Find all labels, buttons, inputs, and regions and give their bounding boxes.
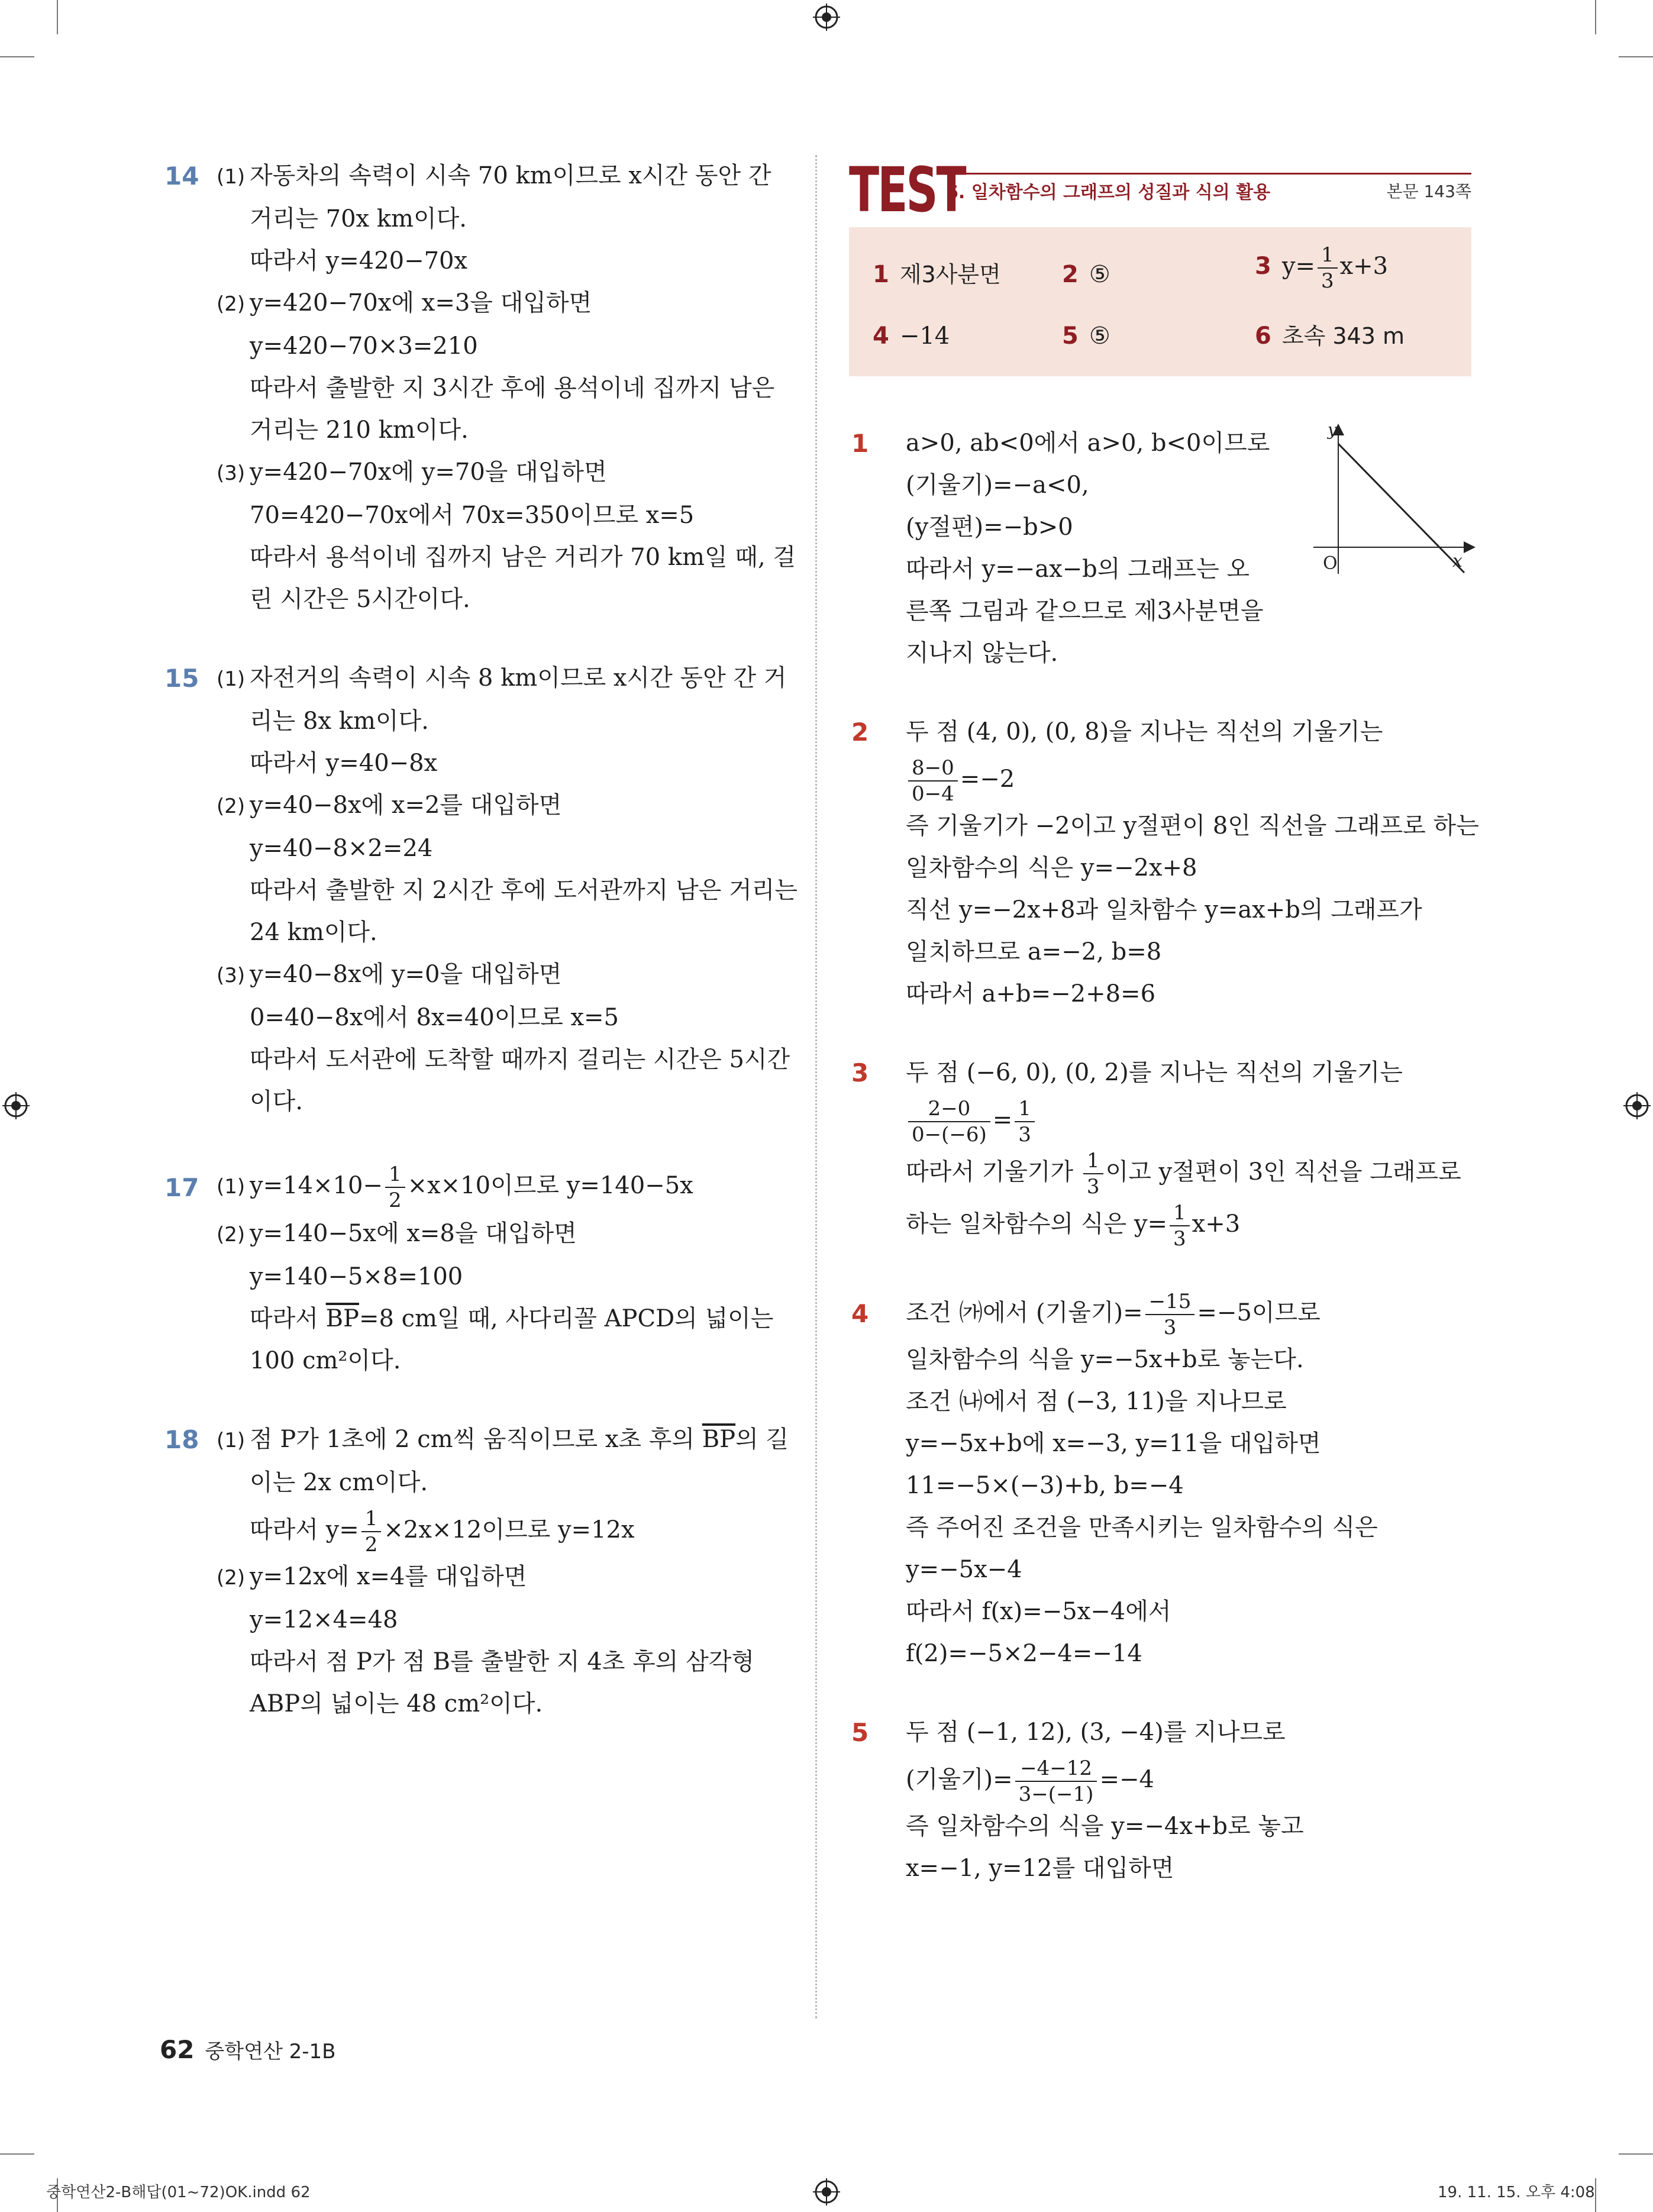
header-rule [944,173,1471,175]
crop-mark [1619,56,1653,57]
solution-1: 1 a>0, ab<0에서 a>0, b<0이므로 (기울기)=−a<0, (y절편)=−b>0 따라서 y=−ax−b의 그래프는 오 른쪽 그림과 같으므로 제3사분면을 지나지 않는다. [849,422,1471,674]
origin-label: O [1323,553,1338,574]
print-slug-file: 중학연산2-B해답(01~72)OK.indd 62 [46,2184,311,2201]
coordinate-graph [1302,414,1479,580]
answer-summary-box [849,227,1471,376]
solution-3: 3 두 점 (−6, 0), (0, 2)를 지나는 직선의 기울기는 $\frac{2-0}{0-(-6)}$ = $\frac{1}{3}$ 따라서 기울기가 $\frac{1}{3}$ 이고 y절편이 3인 직선을 그래프로 하는 일차함수의 식은 y= $\frac{1}{3}$ x+3 [849,1052,1471,1250]
fraction: $\frac{1}{3}$ [1318,245,1338,291]
x-axis-label: x [1452,551,1462,571]
fraction: $\frac{1}{3}$ [1083,1151,1103,1197]
fraction: $\frac{-4-12}{3-(-1)}$ [1015,1758,1097,1804]
test-header [849,155,1471,232]
page-reference: 본문 143쪽 [1386,182,1471,201]
answer-5: 5 ⑤ [1062,322,1110,350]
answer-4: 4 −14 [873,322,950,350]
crop-mark [1619,2153,1653,2155]
solution-17: 17 (1) y=14×10− $\frac{1}{2}$ ×x×10이므로 y=140−5x (2) y=140−5x에 x=8을 대입하면 y=140−5×8=100 따라서 $\overline{BP}=8$ cm일 때, 사다리꼴 APCD의 넓이는 100 cm²이다. [164,1162,774,1374]
fraction: $\frac{8-0}{0-4}$ [908,758,958,804]
fraction: $\frac{1}{2}$ [361,1509,382,1555]
problem-number: 17 [164,1173,199,1202]
registration-mark-icon [813,2178,840,2205]
test-title: 6. 일차함수의 그래프의 성질과 식의 활용 [946,182,1271,203]
problem-number: 5 [851,1718,869,1747]
test-logo: TEST [849,154,965,226]
registration-mark-icon [1623,1092,1651,1119]
fraction: $\frac{2-0}{0-(-6)}$ [908,1099,990,1145]
graph-line [1338,444,1464,573]
problem-number: 14 [164,162,199,190]
answer-2: 2 ⑤ [1062,261,1110,288]
problem-number: 3 [851,1058,869,1087]
print-slug-date: 19. 11. 15. 오후 4:08 [1438,2184,1595,2201]
fraction: $\frac{1}{3}$ [1170,1203,1190,1249]
crop-mark [0,56,34,57]
fraction: $\frac{-15}{3}$ [1145,1291,1195,1338]
solution-5: 5 두 점 (−1, 12), (3, −4)를 지나므로 (기울기)= $\frac{-4-12}{3-(-1)}$ =−4 즉 일차함수의 식을 y=−4x+b로 놓고 x=−1, y=12를 대입하면 [849,1712,1471,1890]
registration-mark-icon [813,4,840,31]
solution-18: 18 (1) 점 P가 1초에 2 cm씩 움직이므로 x초 후의 $\overline{BP}$의 길 이는 2x cm이다. 따라서 y= $\frac{1}{2}$ ×2x×12이므로 y=12x (2) y=12x에 x=4를 대입하면 y=12×4=48 따라서 점 P가 점 B를 출발한 지 4초 후의 삼각형 ABP의 넓이는 48 cm²이다. [160,1419,788,1725]
registration-mark-icon [2,1092,30,1119]
crop-mark [1595,2178,1596,2212]
crop-mark [1595,0,1596,34]
column-divider [815,155,817,2019]
solution-4: 4 조건 ㈎에서 (기울기)= $\frac{-15}{3}$ =−5이므로 일차함수의 식을 y=−5x+b로 놓는다. 조건 ㈏에서 점 (−3, 11)을 지나므로 y=−5x+b에 x=−3, y=11을 대입하면 11=−5×(−3)+b, b=−4 즉 주어진 조건을 만족시키는 일차함수의 식은 y=−5x−4 따라서 f(x)=−5x−4에서 f(2)=−5×2−4=−14 [851,1290,1378,1667]
problem-number: 4 [851,1299,869,1328]
problem-number: 15 [164,664,199,693]
answer-3: 3 y= $\frac{1}{3}$ x+3 [1255,243,1389,293]
page-footer [160,2035,336,2064]
solution-14: 14 (1) 자동차의 속력이 시속 70 km이므로 x시간 동안 간 거리는 70x km이다. 따라서 y=420−70x (2) y=420−70x에 x=3을 대입하면 y=420−70×3=210 따라서 출발한 지 3시간 후에 용석이네 집까지 남은 거리는 210 km이다. (3) y=420−70x에 y=70을 대입하면 70=420−70x에서 70x=350이므로 x=5 따라서 용석이네 집까지 남은 거리가 70 km일 때, 걸 린 시간은 5시간이다. [160,155,788,621]
fraction: $\frac{1}{2}$ [385,1164,405,1210]
problem-number: 18 [164,1425,199,1454]
left-column [160,155,798,1762]
answer-6: 6 초속 343 m [1255,322,1405,350]
crop-mark [57,0,58,34]
fraction: $\frac{1}{3}$ [1015,1099,1035,1145]
problem-number: 1 [851,429,869,458]
solution-15: 15 (1) 자전거의 속력이 시속 8 km이므로 x시간 동안 간 거 리는 8x km이다. 따라서 y=40−8x (2) y=40−8x에 x=2를 대입하면 y=40−8×2=24 따라서 출발한 지 2시간 후에 도서관까지 남은 거리는 24 km이다. (3) y=40−8x에 y=0을 대입하면 0=40−8x에서 8x=40이므로 x=5 따라서 도서관에 도착할 때까지 걸리는 시간은 5시간 이다. [160,657,788,1123]
segment-bp: $\overline{BP}$ [325,1305,359,1332]
segment-bp: $\overline{BP}$ [702,1426,736,1453]
crop-mark [0,2153,34,2155]
page-number: 62 [160,2035,195,2064]
problem-number: 2 [851,718,869,747]
book-title: 중학연산 2-1B [205,2040,336,2064]
answer-1: 1 제3사분면 [873,261,1001,288]
solution-2: 2 두 점 (4, 0), (0, 8)을 지나는 직선의 기울기는 $\frac{8-0}{0-4}$ =−2 즉 기울기가 −2이고 y절편이 8인 직선을 그래프로 하는 일차함수의 식은 y=−2x+8 직선 y=−2x+8과 일차함수 y=ax+b의 그래프가 일치하므로 a=−2, b=8 따라서 a+b=−2+8=6 [849,711,1471,1015]
y-axis-label: y [1328,420,1337,440]
registration-mark-icon [1,0,28,27]
